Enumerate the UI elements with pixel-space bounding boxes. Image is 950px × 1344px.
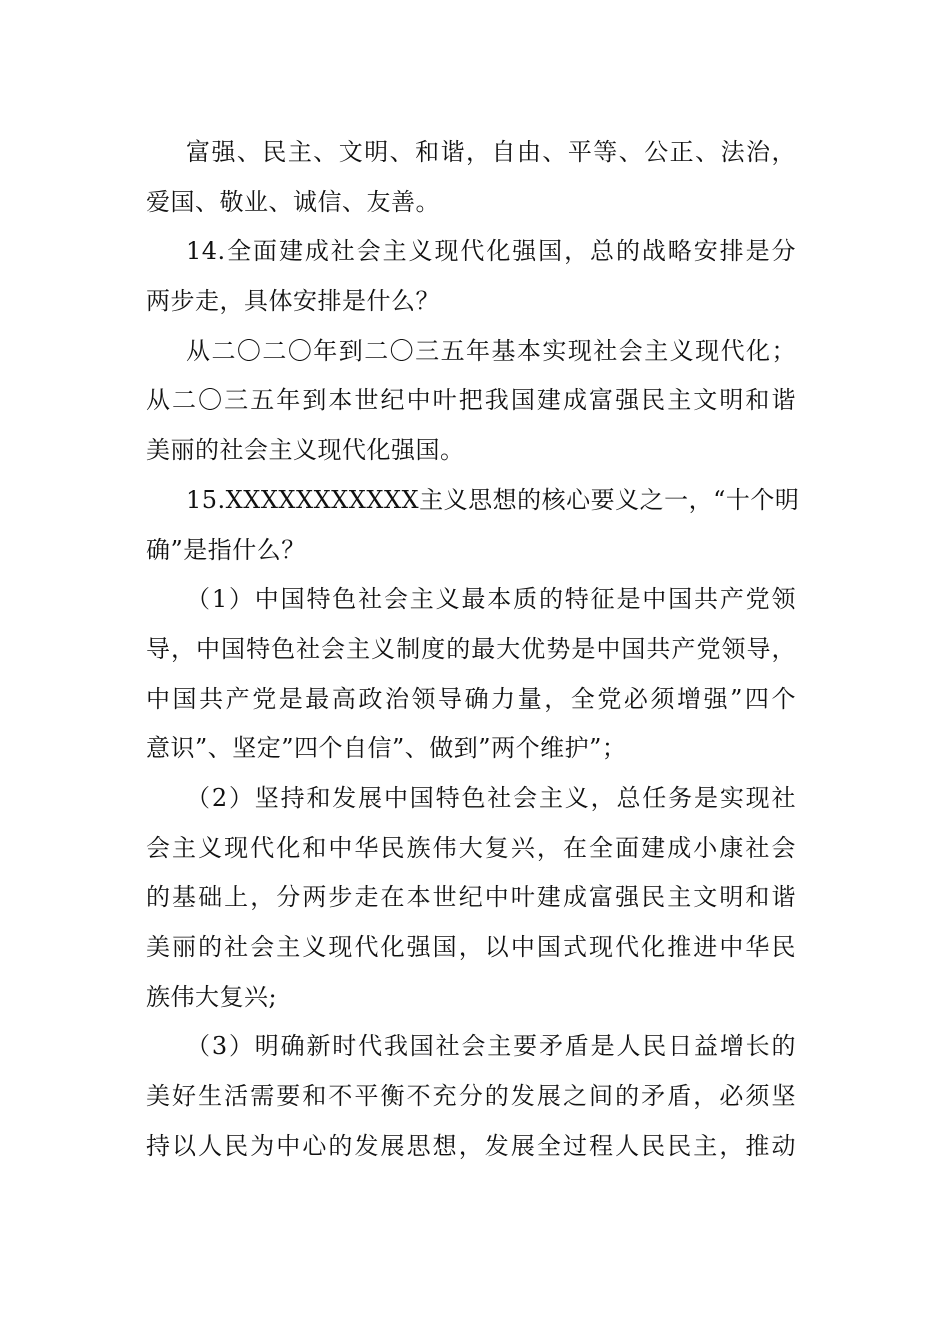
answer-item-1-line: 意识”、坚定”四个自信”、做到”两个维护”； xyxy=(146,734,627,763)
answer-14-line: 从二〇二〇年到二〇三五年基本实现社会主义现代化； xyxy=(186,336,796,365)
answer-item-2-line: 会主义现代化和中华民族伟大复兴，在全面建成小康社会 xyxy=(146,833,796,862)
answer-item-2-line: 的基础上，分两步走在本世纪中叶建成富强民主文明和谐 xyxy=(146,883,796,912)
answer-item-2-line: 美丽的社会主义现代化强国，以中国式现代化推进中华民 xyxy=(146,933,796,961)
answer-item-1-line: 中国共产党是最高政治领导确力量，全党必须增强”四个 xyxy=(146,684,796,713)
question-14-line: 14.全面建成社会主义现代化强国，总的战略安排是分 xyxy=(186,237,796,266)
answer-item-2-line: （2）坚持和发展中国特色社会主义，总任务是实现社 xyxy=(186,783,796,812)
answer-item-1-line: （1）中国特色社会主义最本质的特征是中国共产党领 xyxy=(186,585,796,614)
document-body xyxy=(146,128,800,1171)
answer-item-3-line: 持以人民为中心的发展思想，发展全过程人民民主，推动 xyxy=(146,1131,796,1160)
answer-item-3-line: （3）明确新时代我国社会主要矛盾是人民日益增长的 xyxy=(186,1032,796,1061)
answer-item-1-line: 导，中国特色社会主义制度的最大优势是中国共产党领导， xyxy=(146,634,796,663)
answer-item-2-line: 族伟大复兴; xyxy=(146,982,278,1011)
answer-14-line: 美丽的社会主义现代化强国。 xyxy=(146,436,465,465)
text-line: 爱国、敬业、诚信、友善。 xyxy=(146,187,440,216)
text-line: 富强、民主、文明、和谐，自由、平等、公正、法治， xyxy=(186,138,796,166)
question-14-line: 两步走，具体安排是什么？ xyxy=(146,287,440,316)
answer-14-line: 从二〇三五年到本世纪中叶把我国建成富强民主文明和谐 xyxy=(146,386,796,415)
question-15-line: 确”是指什么？ xyxy=(146,535,306,564)
question-15-line: 15.XXXXXXXXXXX主义思想的核心要义之一，“十个明 xyxy=(186,485,800,514)
answer-item-3-line: 美好生活需要和不平衡不充分的发展之间的矛盾，必须坚 xyxy=(146,1082,796,1111)
